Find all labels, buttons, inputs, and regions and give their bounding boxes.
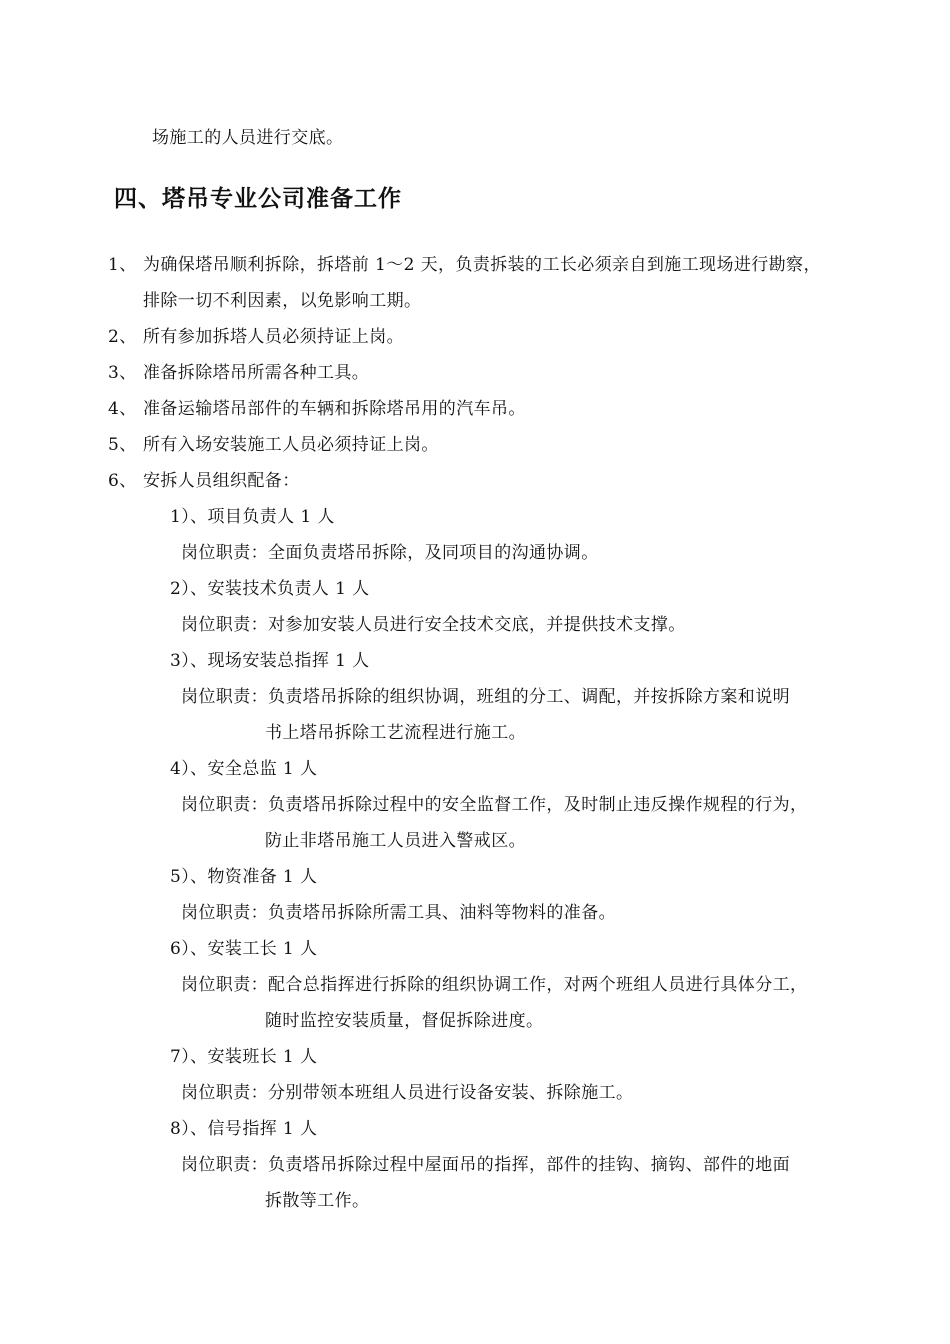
list-text: 准备运输塔吊部件的车辆和拆除塔吊用的汽车吊。 — [143, 399, 526, 419]
section-heading: 四、塔吊专业公司准备工作 — [114, 186, 402, 212]
list-text: 所有入场安装施工人员必须持证上岗。 — [143, 435, 439, 455]
role-duty-continuation: 随时监控安装质量，督促拆除进度。 — [265, 1011, 544, 1031]
role-title: 2）、安装技术负责人 1 人 — [170, 579, 370, 599]
role-duty: 岗位职责：负责塔吊拆除的组织协调，班组的分工、调配，并按拆除方案和说明 — [181, 687, 790, 707]
role-duty: 岗位职责：对参加安装人员进行安全技术交底，并提供技术支撑。 — [181, 615, 686, 635]
list-number: 2、 — [108, 327, 137, 347]
list-text: 排除一切不利因素，以免影响工期。 — [143, 291, 422, 311]
list-number: 3、 — [108, 363, 137, 383]
role-duty-continuation: 拆散等工作。 — [265, 1191, 370, 1211]
role-duty: 岗位职责：负责塔吊拆除过程中的安全监督工作，及时制止违反操作规程的行为， — [181, 795, 808, 815]
list-number: 5、 — [108, 435, 137, 455]
role-duty-continuation: 书上塔吊拆除工艺流程进行施工。 — [265, 723, 526, 743]
role-title: 3）、现场安装总指挥 1 人 — [170, 651, 370, 671]
role-title: 7）、安装班长 1 人 — [170, 1047, 318, 1067]
list-text: 安拆人员组织配备： — [143, 471, 300, 491]
role-title: 1）、项目负责人 1 人 — [170, 507, 335, 527]
intro-continuation: 场施工的人员进行交底。 — [152, 128, 344, 148]
role-duty: 岗位职责：全面负责塔吊拆除，及同项目的沟通协调。 — [181, 543, 599, 563]
role-title: 8）、信号指挥 1 人 — [170, 1119, 318, 1139]
list-text: 所有参加拆塔人员必须持证上岗。 — [143, 327, 404, 347]
role-duty-continuation: 防止非塔吊施工人员进入警戒区。 — [265, 831, 526, 851]
role-title: 5）、物资准备 1 人 — [170, 867, 318, 887]
role-title: 4）、安全总监 1 人 — [170, 759, 318, 779]
role-title: 6）、安装工长 1 人 — [170, 939, 318, 959]
list-number: 1、 — [108, 255, 137, 275]
role-duty: 岗位职责：分别带领本班组人员进行设备安装、拆除施工。 — [181, 1083, 634, 1103]
role-duty: 岗位职责：负责塔吊拆除过程中屋面吊的指挥，部件的挂钩、摘钩、部件的地面 — [181, 1155, 790, 1175]
list-number: 4、 — [108, 399, 137, 419]
role-duty: 岗位职责：配合总指挥进行拆除的组织协调工作，对两个班组人员进行具体分工， — [181, 975, 808, 995]
role-duty: 岗位职责：负责塔吊拆除所需工具、油料等物料的准备。 — [181, 903, 616, 923]
list-text: 准备拆除塔吊所需各种工具。 — [143, 363, 370, 383]
list-text: 为确保塔吊顺利拆除，拆塔前 1～2 天，负责拆装的工长必须亲自到施工现场进行勘察， — [143, 255, 821, 275]
list-number: 6、 — [108, 471, 137, 491]
